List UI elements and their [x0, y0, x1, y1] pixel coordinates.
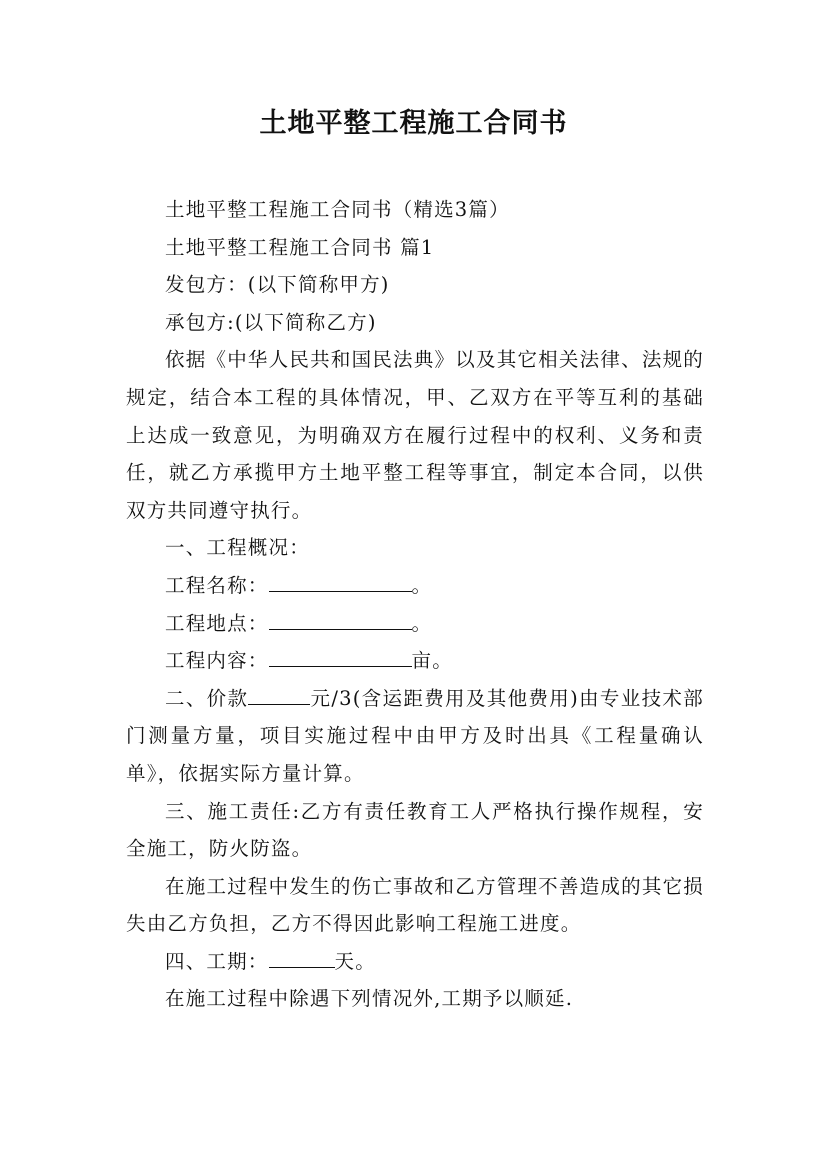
project-content-end: 亩。 — [411, 649, 453, 673]
paragraph-project-content — [126, 642, 704, 680]
paragraph-project-location — [126, 605, 704, 643]
project-location-label: 工程地点： — [165, 611, 269, 635]
project-content-label: 工程内容： — [165, 649, 269, 673]
project-location-end: 。 — [411, 611, 433, 635]
paragraph-subtitle: 土地平整工程施工合同书（精选3篇） — [165, 198, 510, 221]
paragraph-price — [126, 680, 704, 793]
duration-blank — [269, 947, 335, 968]
paragraph-project-name — [126, 567, 704, 605]
paragraph-section-heading: 土地平整工程施工合同书 篇1 — [165, 235, 435, 259]
paragraph-construction-responsibility: 三、施工责任:乙方有责任教育工人严格执行操作规程，安全施工，防火防盗。 — [126, 799, 704, 861]
project-name-end: 。 — [411, 573, 433, 597]
project-content-blank — [269, 647, 412, 668]
paragraph-contractor: 承包方:(以下简称乙方) — [165, 310, 377, 334]
price-label: 二、价款 — [165, 686, 249, 710]
paragraph-preamble: 依据《中华人民共和国民法典》以及其它相关法律、法规的规定，结合本工程的具体情况，甲、乙双方在平等互利的基础上达成一致意见，为明确双方在履行过程中的权利、义务和责任，就乙方承揽甲方土地平整工程等事宜，制定本合同，以供双方共同遵守执行。 — [126, 348, 704, 522]
duration-label: 四、工期： — [165, 949, 269, 973]
project-name-blank — [269, 571, 412, 592]
paragraph-project-overview: 一、工程概况： — [165, 536, 310, 560]
paragraph-duration — [126, 943, 704, 981]
paragraph-accident-liability: 在施工过程中发生的伤亡事故和乙方管理不善造成的其它损失由乙方负担，乙方不得因此影响工程施工进度。 — [126, 874, 704, 936]
price-blank — [248, 684, 310, 705]
price-text: 元/3(含运距费用及其他费用)由专业技术部门测量方量，项目实施过程中由甲方及时出具《工程量确认单》，依据实际方量计算。 — [126, 686, 704, 785]
project-name-label: 工程名称： — [165, 573, 269, 597]
paragraph-employer: 发包方：(以下简称甲方) — [165, 273, 390, 297]
project-location-blank — [269, 609, 412, 630]
document-body — [126, 191, 704, 1018]
duration-end: 天。 — [334, 949, 376, 973]
document-title: 土地平整工程施工合同书 — [259, 108, 568, 139]
paragraph-duration-extension: 在施工过程中除遇下列情况外,工期予以顺延. — [165, 987, 574, 1011]
